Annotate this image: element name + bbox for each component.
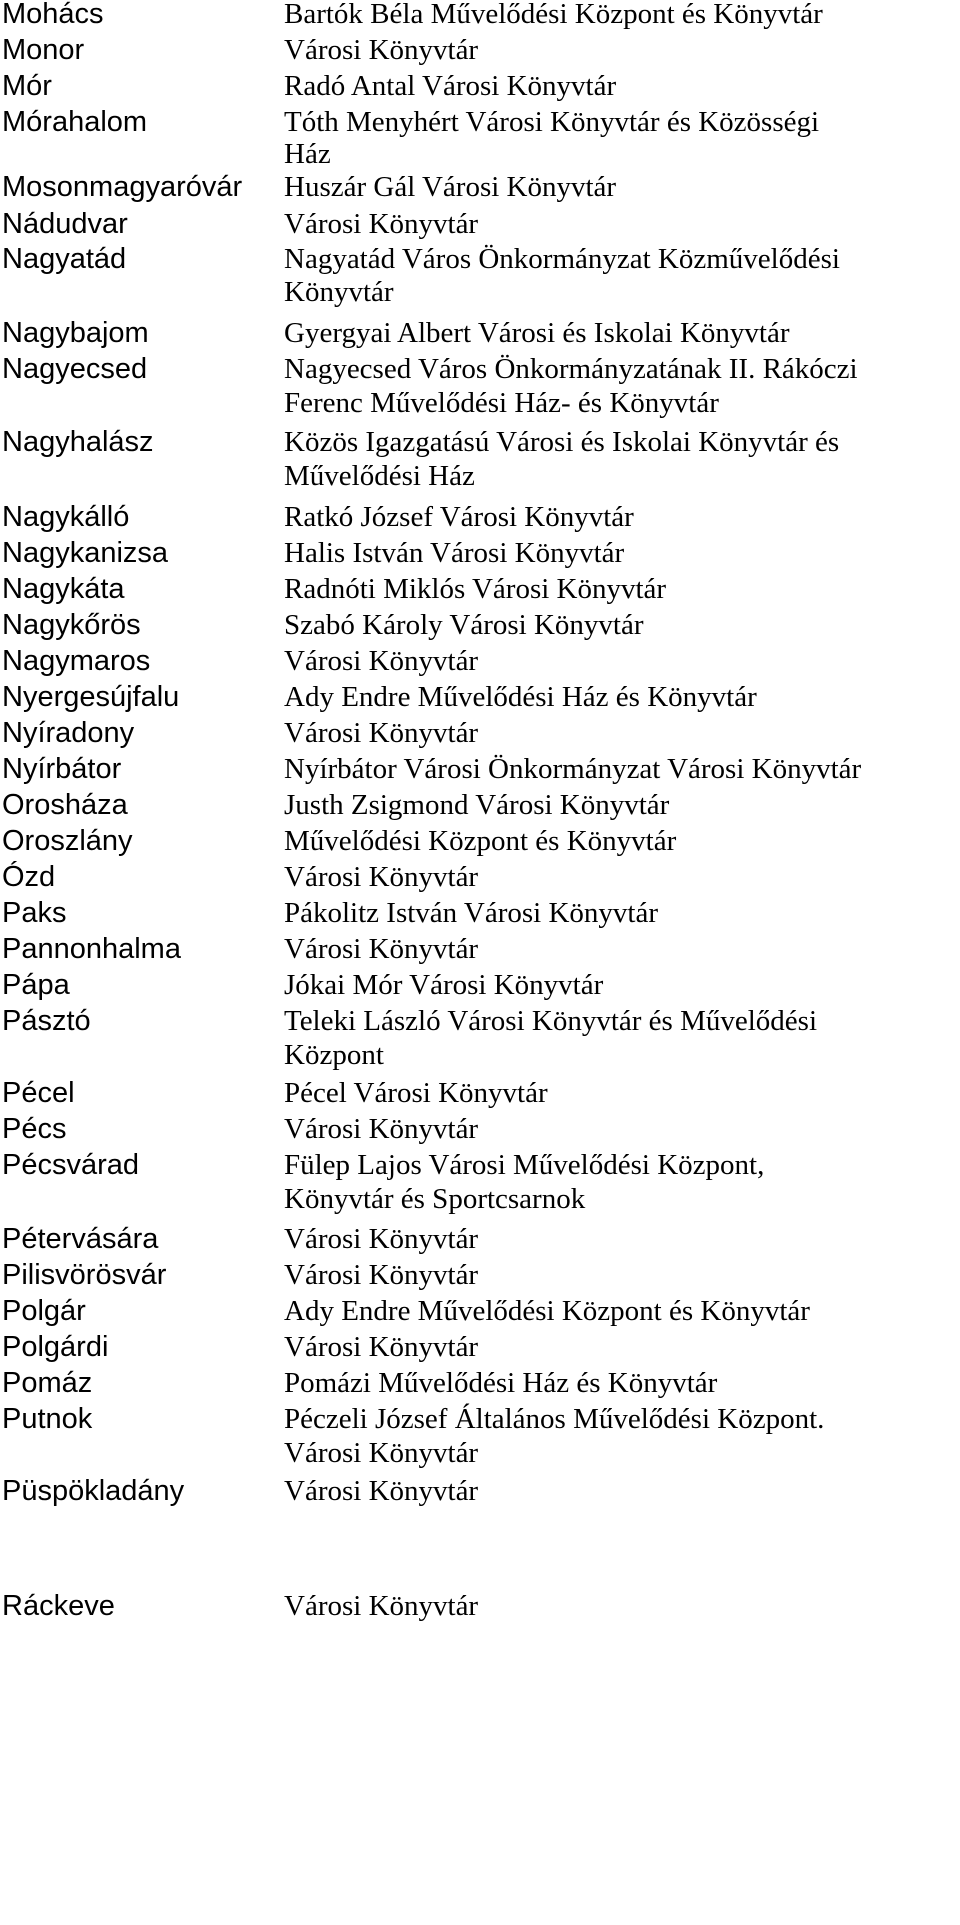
town-name: Nagykanizsa (2, 537, 169, 569)
town-name: Nyergesújfalu (2, 681, 180, 713)
town-name: Mohács (2, 0, 104, 30)
town-name: Ráckeve (2, 1590, 115, 1622)
library-name-continued: Ház (284, 138, 331, 170)
library-name: Nagyatád Város Önkormányzat Közművelődési (284, 243, 840, 275)
town-name: Pécel (2, 1077, 75, 1109)
library-name: Városi Könyvtár (284, 717, 479, 749)
library-name: Pomázi Művelődési Ház és Könyvtár (284, 1367, 718, 1399)
library-name: Jókai Mór Városi Könyvtár (284, 969, 604, 1001)
library-name: Városi Könyvtár (284, 645, 479, 677)
town-name: Ózd (2, 861, 56, 893)
town-name: Nagykőrös (2, 609, 141, 641)
library-name: Városi Könyvtár (284, 933, 479, 965)
library-name: Huszár Gál Városi Könyvtár (284, 171, 617, 203)
library-name: Nyírbátor Városi Önkormányzat Városi Könyvtár (284, 753, 862, 785)
town-name: Pilisvörösvár (2, 1259, 167, 1291)
town-name: Mórahalom (2, 106, 148, 138)
town-name: Nagykálló (2, 501, 130, 533)
library-name: Péczeli József Általános Művelődési Központ. (284, 1403, 825, 1435)
library-name: Pákolitz István Városi Könyvtár (284, 897, 658, 929)
library-name: Városi Könyvtár (284, 1475, 479, 1507)
town-name: Pétervására (2, 1223, 159, 1255)
library-name: Városi Könyvtár (284, 1331, 479, 1363)
library-name: Városi Könyvtár (284, 1223, 479, 1255)
town-name: Nyírbátor (2, 753, 122, 785)
library-name: Tóth Menyhért Városi Könyvtár és Közösségi (284, 106, 820, 138)
library-name: Ady Endre Művelődési Központ és Könyvtár (284, 1295, 810, 1327)
library-name-continued: Központ (284, 1039, 384, 1071)
library-name: Nagyecsed Város Önkormányzatának II. Rákóczi (284, 353, 858, 385)
town-name: Pomáz (2, 1367, 93, 1399)
town-name: Oroszlány (2, 825, 133, 857)
town-name: Nagyatád (2, 243, 127, 275)
library-name: Gyergyai Albert Városi és Iskolai Könyvtár (284, 317, 790, 349)
town-name: Paks (2, 897, 67, 929)
library-name: Városi Könyvtár (284, 1259, 479, 1291)
town-name: Nagykáta (2, 573, 125, 605)
town-name: Nagymaros (2, 645, 151, 677)
town-name: Nagybajom (2, 317, 149, 349)
library-name-continued: Könyvtár (284, 276, 394, 308)
town-name: Pannonhalma (2, 933, 181, 965)
town-name: Nádudvar (2, 208, 128, 240)
town-name: Nagyecsed (2, 353, 148, 385)
library-name: Pécel Városi Könyvtár (284, 1077, 548, 1109)
town-name: Monor (2, 34, 85, 66)
town-name: Püspökladány (2, 1475, 185, 1507)
town-name: Nyíradony (2, 717, 135, 749)
library-name: Radnóti Miklós Városi Könyvtár (284, 573, 667, 605)
library-name: Halis István Városi Könyvtár (284, 537, 625, 569)
library-name-continued: Ferenc Művelődési Ház- és Könyvtár (284, 387, 719, 419)
library-name: Szabó Károly Városi Könyvtár (284, 609, 644, 641)
town-name: Orosháza (2, 789, 128, 821)
town-name: Putnok (2, 1403, 93, 1435)
town-name: Pécsvárad (2, 1149, 140, 1181)
library-name: Városi Könyvtár (284, 1113, 479, 1145)
library-name: Ratkó József Városi Könyvtár (284, 501, 634, 533)
town-name: Pásztó (2, 1005, 91, 1037)
library-name: Közös Igazgatású Városi és Iskolai Könyvtár és (284, 426, 840, 458)
library-name: Városi Könyvtár (284, 34, 479, 66)
library-name: Művelődési Központ és Könyvtár (284, 825, 677, 857)
library-name: Justh Zsigmond Városi Könyvtár (284, 789, 670, 821)
town-name: Pécs (2, 1113, 67, 1145)
town-name: Polgárdi (2, 1331, 109, 1363)
library-name: Városi Könyvtár (284, 208, 479, 240)
library-name: Ady Endre Művelődési Ház és Könyvtár (284, 681, 757, 713)
library-name: Városi Könyvtár (284, 1590, 479, 1622)
library-name-continued: Városi Könyvtár (284, 1437, 479, 1469)
library-name: Radó Antal Városi Könyvtár (284, 70, 617, 102)
library-name-continued: Művelődési Ház (284, 460, 475, 492)
library-name: Teleki László Városi Könyvtár és Művelődési (284, 1005, 818, 1037)
town-name: Mosonmagyaróvár (2, 171, 243, 203)
town-name: Pápa (2, 969, 70, 1001)
library-name: Bartók Béla Művelődési Központ és Könyvtár (284, 0, 823, 30)
town-name: Nagyhalász (2, 426, 154, 458)
library-name-continued: Könyvtár és Sportcsarnok (284, 1183, 586, 1215)
town-name: Polgár (2, 1295, 86, 1327)
library-name: Fülep Lajos Városi Művelődési Központ, (284, 1149, 765, 1181)
town-name: Mór (2, 70, 52, 102)
library-name: Városi Könyvtár (284, 861, 479, 893)
